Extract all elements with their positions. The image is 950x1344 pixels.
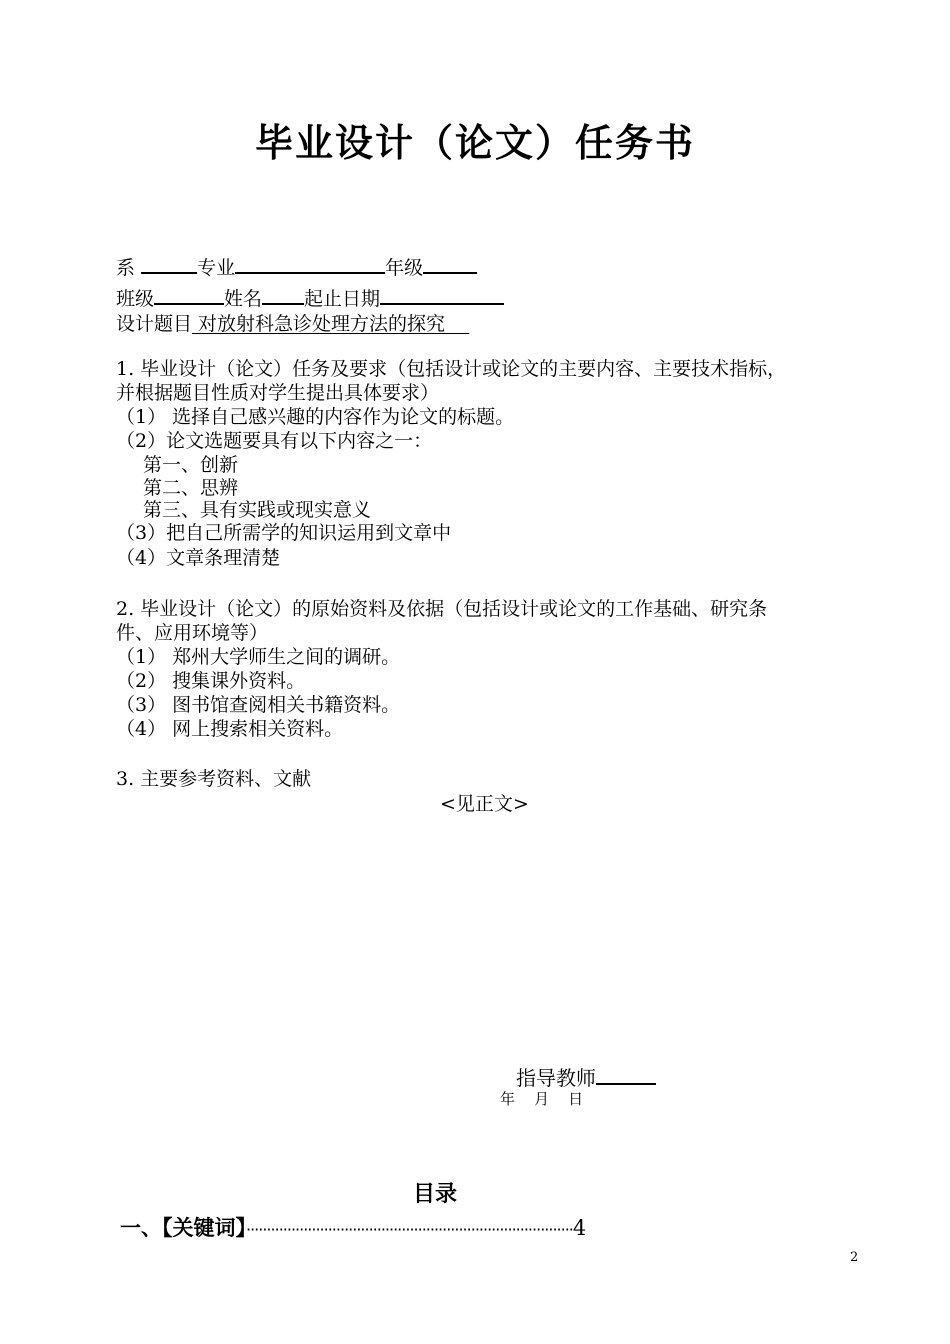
section1-item: （2）论文选题要具有以下内容之一：	[116, 430, 433, 452]
major-label: 专业	[197, 257, 236, 279]
topic-label: 设计题目	[116, 313, 193, 335]
section2-item: （3） 图书馆查阅相关书籍资料。	[116, 694, 401, 716]
section1-item: （4）文章条理清楚	[116, 547, 281, 569]
advisor-signature-line	[516, 1062, 656, 1091]
section1-subitem: 第一、创新	[143, 454, 239, 476]
section1-heading-line1: 1. 毕业设计（论文）任务及要求（包括设计或论文的主要内容、主要技术指标，	[116, 358, 787, 380]
section3-heading: 3. 主要参考资料、文献	[116, 768, 312, 790]
name-blank	[262, 285, 304, 305]
topic-value: 对放射科急诊处理方法的探究	[192, 313, 470, 335]
toc-entry-label: 一、【关键词】	[120, 1216, 246, 1240]
section2-item: （4） 网上搜索相关资料。	[116, 718, 344, 740]
toc-leader-dots: ················································································	[246, 1220, 573, 1239]
page-number: 2	[850, 1250, 859, 1265]
name-label: 姓名	[224, 288, 263, 310]
section1-item: （1） 选择自己感兴趣的内容作为论文的标题。	[116, 406, 515, 428]
class-label: 班级	[116, 288, 155, 310]
section2-heading-line2: 件、应用环境等）	[116, 622, 269, 644]
section3-note: <见正文>	[440, 793, 529, 815]
date-blank	[380, 285, 504, 305]
form-line-dept	[116, 254, 477, 280]
section2-item: （1） 郑州大学师生之间的调研。	[116, 646, 401, 668]
section2-heading-line1: 2. 毕业设计（论文）的原始资料及依据（包括设计或论文的工作基础、研究条	[116, 598, 768, 620]
form-line-class	[116, 285, 504, 311]
form-line-topic	[116, 312, 469, 336]
major-blank	[235, 254, 385, 274]
dept-blank	[141, 254, 197, 274]
toc-title: 目录	[412, 1182, 457, 1207]
date-label: 起止日期	[304, 288, 381, 310]
class-blank	[154, 285, 224, 305]
section1-item: （3）把自己所需学的知识运用到文章中	[116, 522, 452, 544]
advisor-label: 指导教师	[516, 1066, 596, 1090]
section2-item: （2） 搜集课外资料。	[116, 670, 306, 692]
section1-subitem: 第三、具有实践或现实意义	[143, 499, 372, 521]
grade-label: 年级	[385, 257, 424, 279]
toc-entry-page: 4	[572, 1216, 587, 1240]
grade-blank	[423, 254, 477, 274]
toc-entry[interactable]	[120, 1212, 586, 1242]
advisor-blank	[596, 1063, 656, 1085]
dept-label: 系	[116, 257, 136, 279]
document-title: 毕业设计（论文）任务书	[254, 121, 695, 165]
section1-heading-line2: 并根据题目性质对学生提出具体要求）	[116, 382, 440, 404]
section1-subitem: 第二、思辨	[143, 477, 239, 499]
signature-date: 年 月 日	[500, 1090, 584, 1108]
